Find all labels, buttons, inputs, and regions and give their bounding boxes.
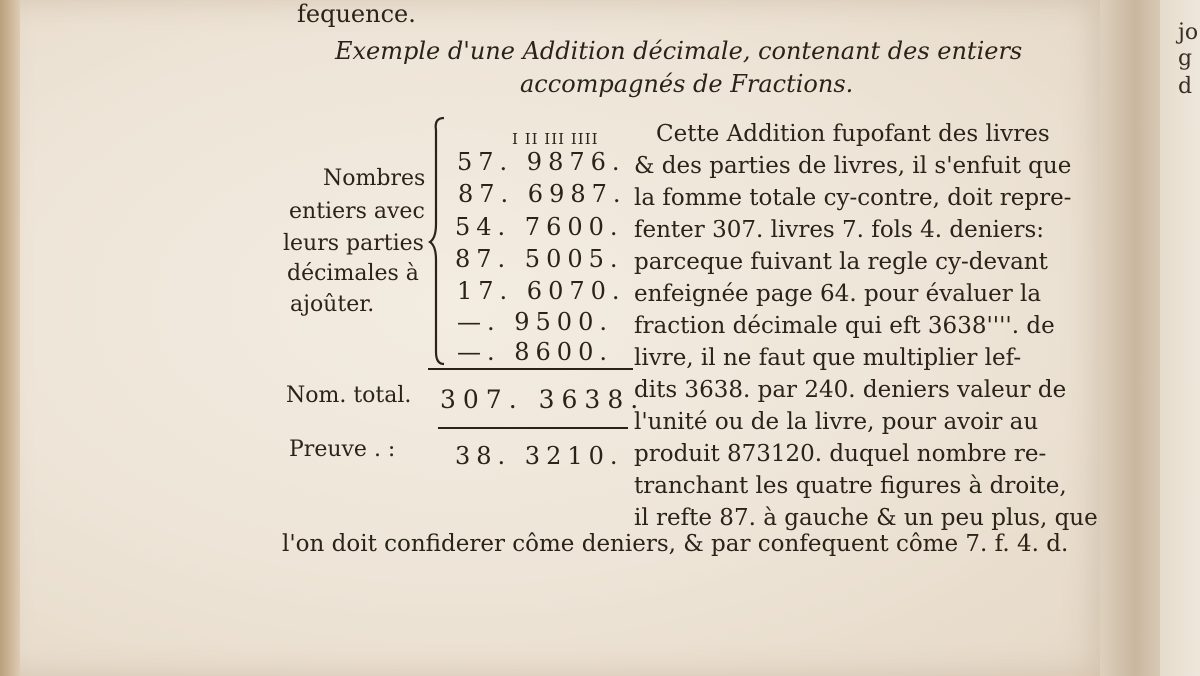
paragraph-line: enfeignée page 64. pour évaluer la [634,281,1042,307]
paragraph-line: tranchant les quatre figures à droite, [634,473,1067,499]
addend-number: 87. 6987. [458,180,627,208]
paragraph-line: produit 873120. duquel nombre re- [634,441,1047,467]
heading-line-2: accompagnés de Fractions. [520,70,854,98]
addend-number: 54. 7600. [455,213,624,241]
addend-number: 17. 6070. [457,277,626,305]
proof-value: 38. 3210. [455,442,624,470]
next-page-fragment: d [1178,74,1193,99]
side-label-line: décimales à [287,261,419,286]
total-value: 307. 3638. [440,385,646,414]
proof-rule [438,427,628,429]
proof-label: Preuve . : [289,437,396,462]
next-page [1160,0,1200,676]
side-label-line: entiers avec [289,199,425,224]
sum-rule [428,368,633,370]
paragraph-line: fraction décimale qui eft 3638''''. de [634,313,1055,339]
next-page-fragment: jo [1178,20,1199,45]
paragraph-line: dits 3638. par 240. deniers valeur de [634,377,1067,403]
side-label-line: leurs parties [283,231,424,256]
next-page-fragment: g [1178,46,1193,71]
paragraph-line: Cette Addition fupofant des livres [656,121,1050,147]
paragraph-line: parceque fuivant la regle cy-devant [634,249,1048,275]
paragraph-line: la fomme totale cy-contre, doit repre- [634,185,1072,211]
paragraph-line: l'unité ou de la livre, pour avoir au [634,409,1039,435]
paragraph-line: livre, il ne faut que multiplier lef- [634,345,1022,371]
bottom-line: l'on doit confiderer côme deniers, & par confequent côme 7. f. 4. d. [282,531,1069,557]
heading-line-1: Exemple d'une Addition décimale, contenant des entiers [335,37,1023,65]
addend-number: —. 9500. [457,308,613,336]
addend-number: 87. 5005. [455,245,624,273]
tick-marks: I II III IIII [512,130,599,148]
paragraph-line: il refte 87. à gauche & un peu plus, que [634,505,1098,531]
curly-brace [428,116,448,366]
paragraph-line: & des parties de livres, il s'enfuit que [634,153,1072,179]
side-label-line: ajoûter. [290,292,375,317]
addend-number: 57. 9876. [457,148,626,176]
total-label: Nom. total. [286,383,412,408]
side-label-line: Nombres [323,166,426,191]
paragraph-line: fenter 307. livres 7. fols 4. deniers: [634,217,1045,243]
addend-number: —. 8600. [457,338,613,366]
top-fragment-line: fequence. [297,0,416,28]
